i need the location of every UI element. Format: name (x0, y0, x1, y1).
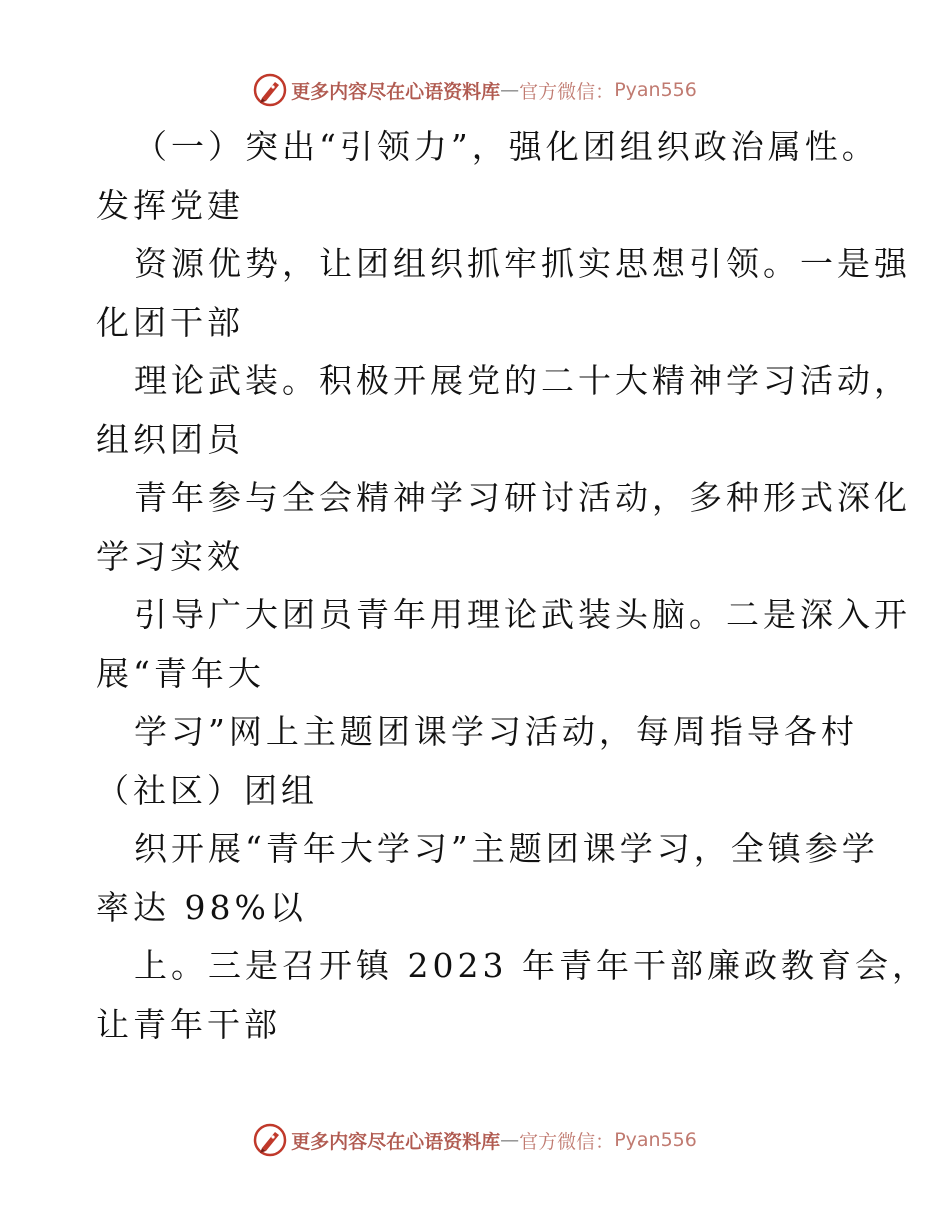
watermark-channel: 官方微信： (519, 1130, 615, 1153)
document-body (96, 118, 929, 1054)
watermark-dash: — (500, 79, 520, 101)
text-line: 引导广大团员青年用理论武装头脑。二是深入开 (134, 595, 911, 634)
text-line: 展“青年大 (96, 653, 265, 693)
text-line: 学习”网上主题团课学习活动，每周指导各村 (134, 712, 858, 751)
text-line: （一）突出“引领力”，强化团组织政治属性。 (134, 127, 879, 166)
header-watermark (0, 70, 950, 110)
text-line: 青年参与全会精神学习研讨活动，多种形式深化 (134, 478, 911, 517)
watermark-channel: 官方微信： (519, 80, 615, 103)
text-line: 上。三是召开镇 2023 年青年干部廉政教育会， (134, 946, 929, 985)
text-line: 让青年干部 (96, 1004, 281, 1044)
text-line: 织开展“青年大学习”主题团课学习，全镇参学 (134, 829, 879, 868)
text-line: 组织团员 (96, 419, 244, 459)
watermark-id: Pyan556 (614, 1129, 697, 1151)
footer-watermark (0, 1120, 950, 1160)
watermark-id: Pyan556 (614, 79, 697, 101)
text-line: （社区）团组 (96, 770, 318, 810)
text-line: 资源优势，让团组织抓牢抓实思想引领。一是强 (134, 244, 911, 283)
text-line: 率达 98%以 (96, 887, 307, 927)
pen-logo-icon (253, 73, 287, 107)
watermark-dash: — (500, 1129, 520, 1151)
pen-logo-icon (253, 1123, 287, 1157)
text-line: 理论武装。积极开展党的二十大精神学习活动， (134, 361, 911, 400)
watermark-text: 更多内容尽在心语资料库 (291, 1130, 501, 1153)
watermark-text: 更多内容尽在心语资料库 (291, 80, 501, 103)
text-line: 发挥党建 (96, 185, 244, 225)
text-line: 化团干部 (96, 302, 244, 342)
text-line: 学习实效 (96, 536, 244, 576)
